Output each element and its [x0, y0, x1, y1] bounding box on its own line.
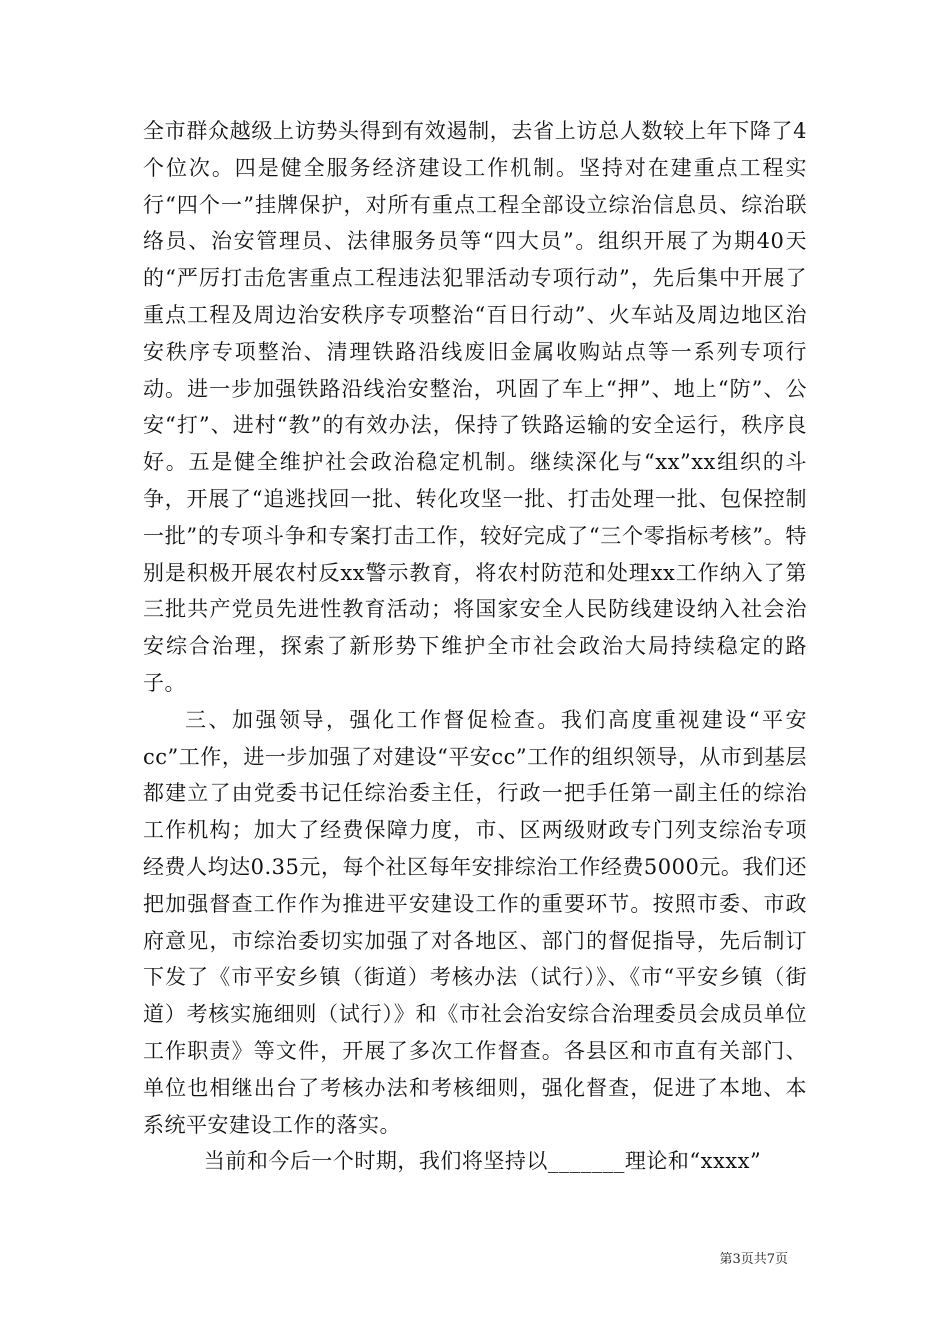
- paragraph-outlook: 当前和今后一个时期，我们将坚持以_______理论和“xxxx”: [203, 1149, 762, 1174]
- page-number: 第3页共7页: [719, 1252, 788, 1267]
- paragraph-section-three: 三、加强领导，强化工作督促检查。我们高度重视建设“平安cc”工作，进一步加强了对建设“平安cc”工作的组织领导，从市到基层都建立了由党委书记任综治委主任，行政一把手任第一副主任的综治工作机构；加大了经费保障力度，市、区两级财政专门列支综治专项经费人均达0.35元，每个社区每年安排综治工作经费5000元。我们还把加强督查工作作为推进平安建设工作的重要环节。按照市委、市政府意见，市综治委切实加强了对各地区、部门的督促指导，先后制订下发了《市平安乡镇（街道）考核办法（试行）》、《市“平安乡镇（街道）考核实施细则（试行）》和《市社会治安综合治理委员会成员单位工作职责》等文件，开展了多次工作督查。各县区和市直有关部门、单位也相继出台了考核办法和考核细则，强化督查，促进了本地、本系统平安建设工作的落实。: [143, 707, 807, 1137]
- document-body: [143, 113, 807, 1180]
- paragraph-continuation: 全市群众越级上访势头得到有效遏制，去省上访总人数较上年下降了4个位次。四是健全服务经济建设工作机制。坚持对在建重点工程实行“四个一”挂牌保护，对所有重点工程全部设立综治信息员、综治联络员、治安管理员、法律服务员等“四大员”。组织开展了为期40天的“严厉打击危害重点工程违法犯罪活动专项行动”，先后集中开展了重点工程及周边治安秩序专项整治“百日行动”、火车站及周边地区治安秩序专项整治、清理铁路沿线废旧金属收购站点等一系列专项行动。进一步加强铁路沿线治安整治，巩固了车上“押”、地上“防”、公安“打”、进村“教”的有效办法，保持了铁路运输的安全运行，秩序良好。五是健全维护社会政治稳定机制。继续深化与“xx”xx组织的斗争，开展了“追逃找回一批、转化攻坚一批、打击处理一批、包保控制一批”的专项斗争和专案打击工作，较好完成了“三个零指标考核”。特别是积极开展农村反xx警示教育，将农村防范和处理xx工作纳入了第三批共产党员先进性教育活动；将国家安全人民防线建设纳入社会治安综合治理，探索了新形势下维护全市社会政治大局持续稳定的路子。: [143, 119, 807, 695]
